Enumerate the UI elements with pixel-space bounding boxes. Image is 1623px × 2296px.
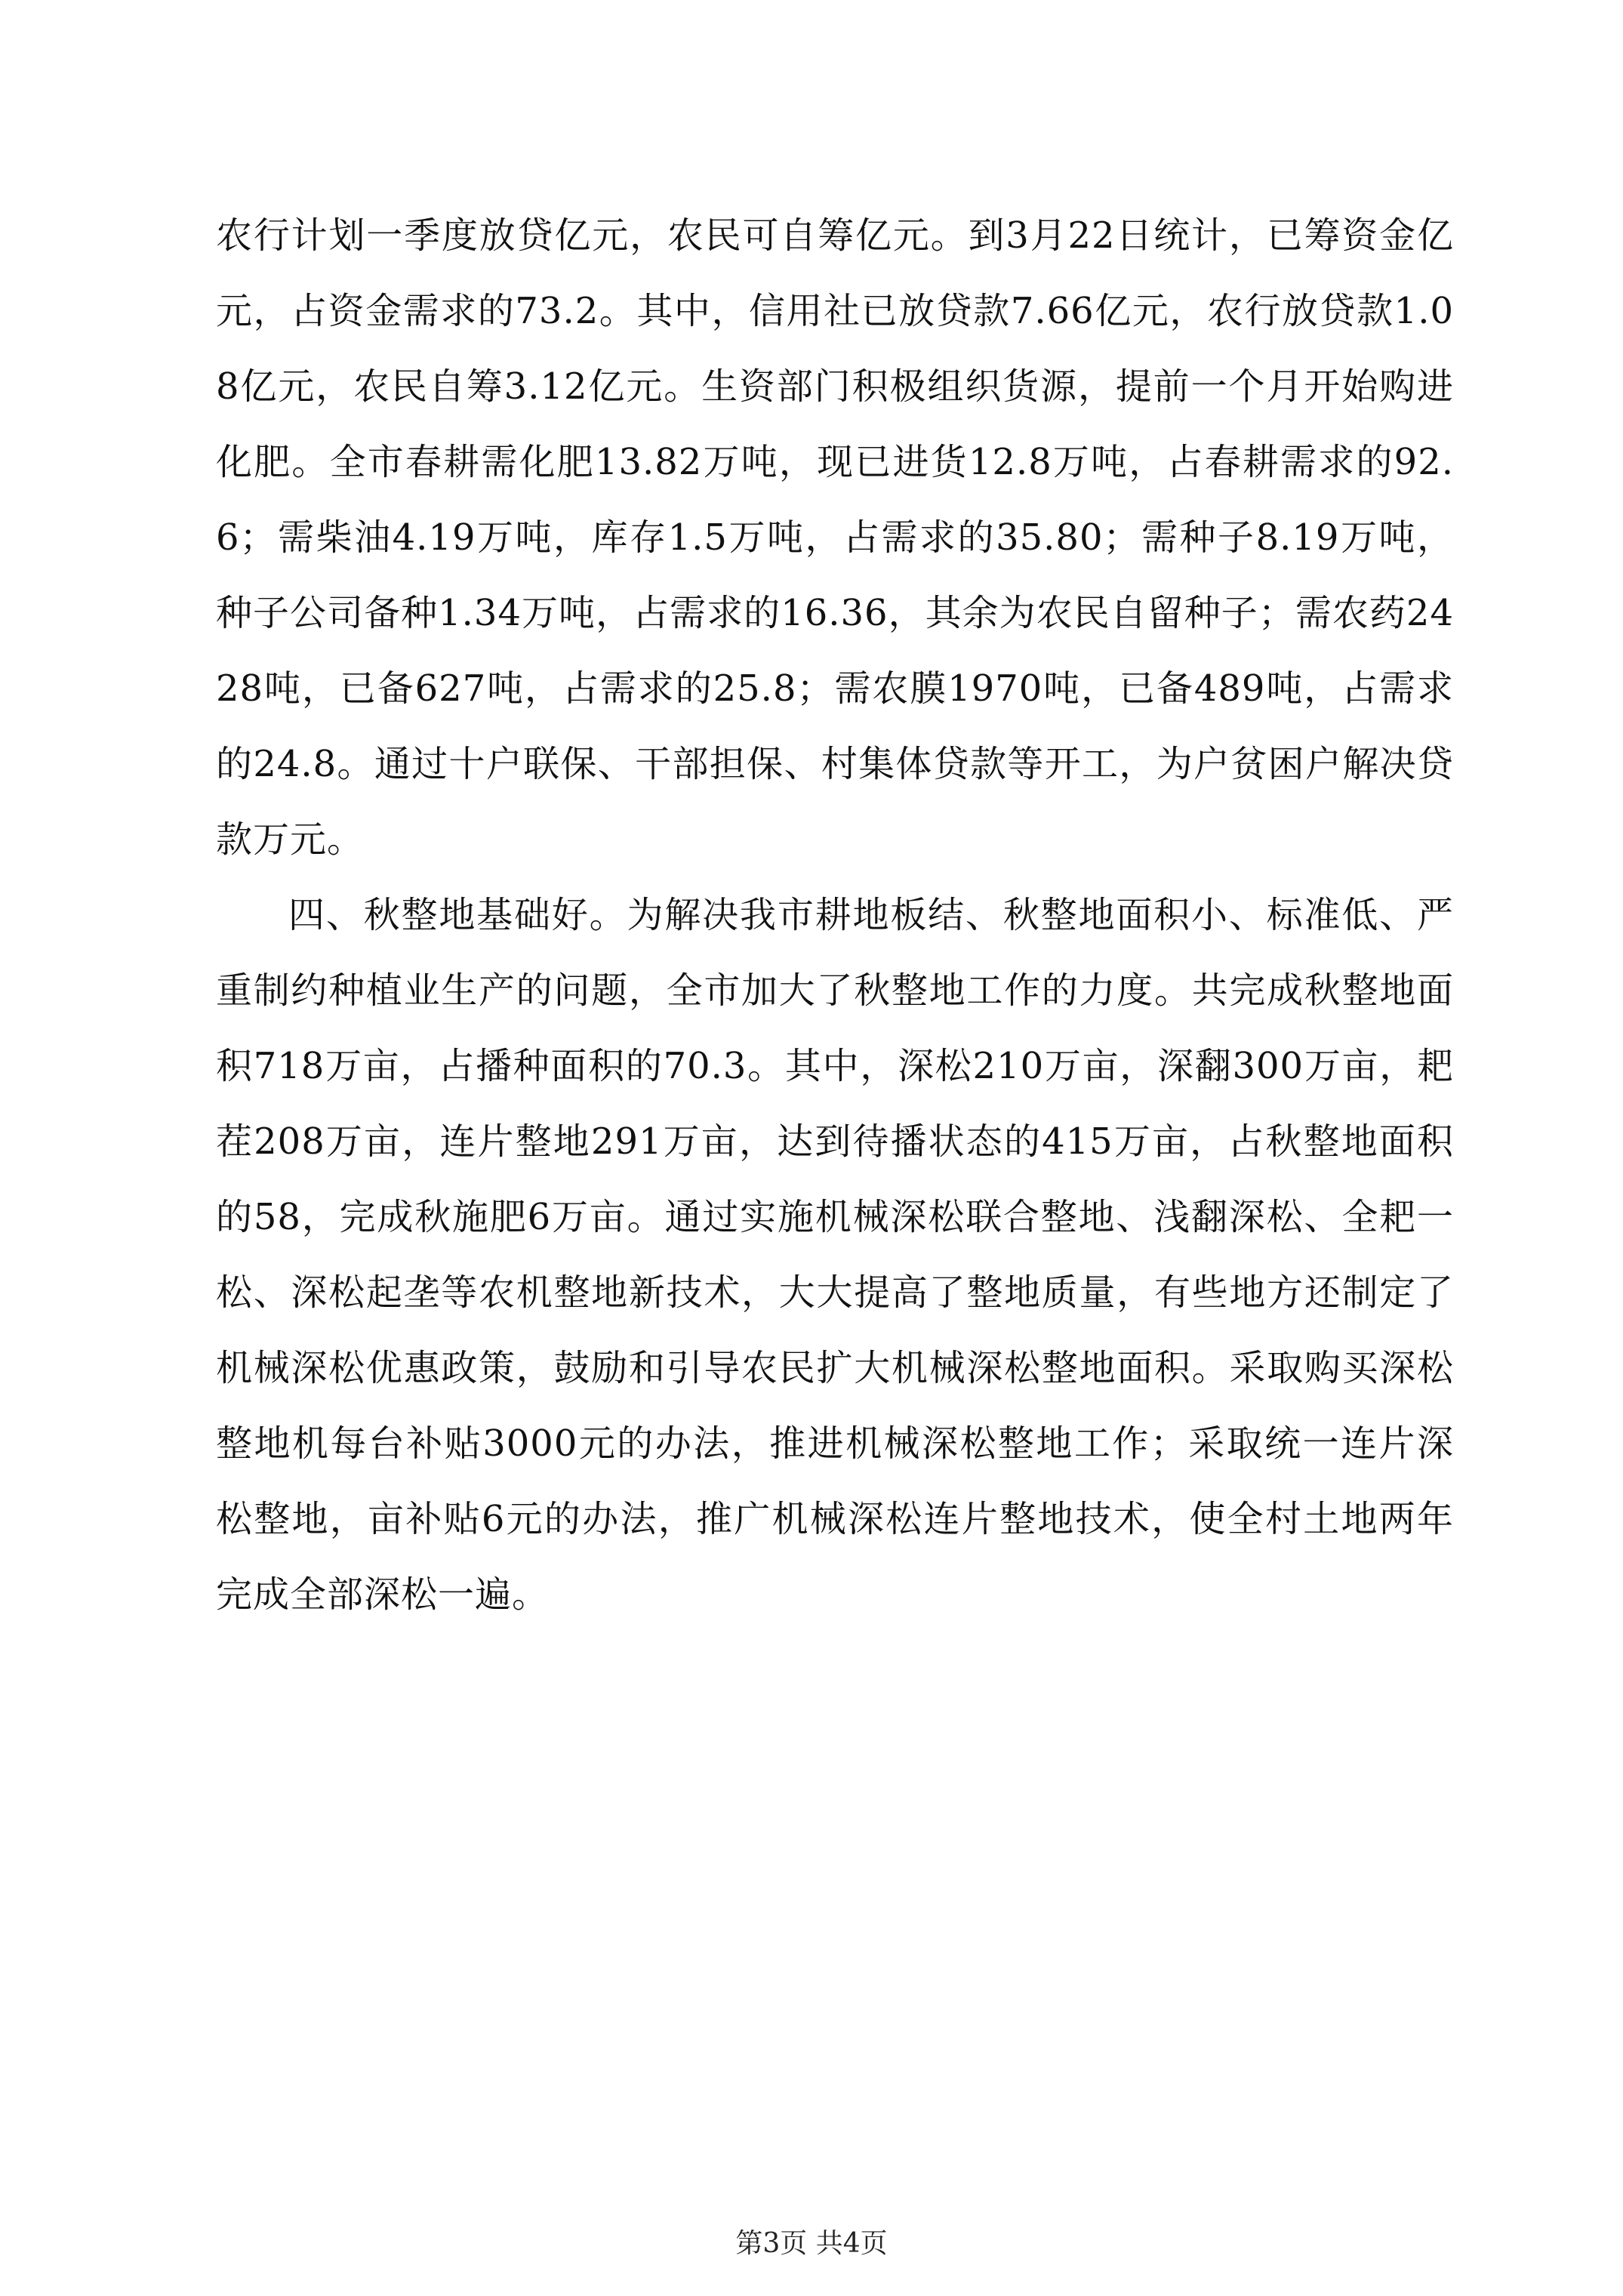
page-footer: 第3页 共4页 — [735, 2228, 888, 2259]
paragraph-autumn-land-preparation: 四、秋整地基础好。为解决我市耕地板结、秋整地面积小、标准低、严重制约种植业生产的问题，全市加大了秋整地工作的力度。共完成秋整地面积718万亩，占播种面积的70.3。其中，深松210万亩，深翻300万亩，耙茬208万亩，连片整地291万亩，达到待播状态的415万亩，占秋整地面积的58，完成秋施肥6万亩。通过实施机械深松联合整地、浅翻深松、全耙一松、深松起垄等农机整地新技术，大大提高了整地质量，有些地方还制定了机械深松优惠政策，鼓励和引导农民扩大机械深松整地面积。采取购买深松整地机每台补贴3000元的办法，推进机械深松整地工作；采取统一连片深松整地，亩补贴6元的办法，推广机械深松连片整地技术，使全村土地两年完成全部深松一遍。 — [216, 894, 1454, 1616]
paragraph-funding-and-supplies: 农行计划一季度放贷亿元，农民可自筹亿元。到3月22日统计，已筹资金亿元，占资金需求的73.2。其中，信用社已放贷款7.66亿元，农行放贷款1.08亿元，农民自筹3.12亿元。生资部门积极组织货源，提前一个月开始购进化肥。全市春耕需化肥13.82万吨，现已进货12.8万吨，占春耕需求的92.6；需柴油4.19万吨，库存1.5万吨，占需求的35.80；需种子8.19万吨，种子公司备种1.34万吨，占需求的16.36，其余为农民自留种子；需农药2428吨，已备627吨，占需求的25.8；需农膜1970吨，已备489吨，占需求的24.8。通过十户联保、干部担保、村集体贷款等开工，为户贫困户解决贷款万元。 — [216, 214, 1454, 861]
document-body — [216, 198, 1454, 1632]
